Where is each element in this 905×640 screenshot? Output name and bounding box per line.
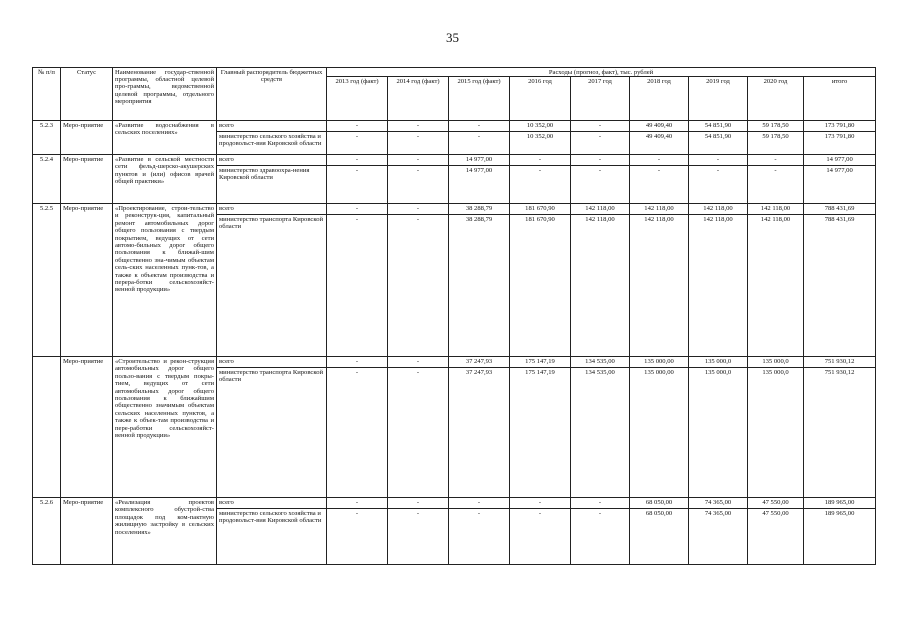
row-value: 142 118,00 bbox=[630, 215, 689, 357]
row-value: 134 535,00 bbox=[571, 357, 630, 368]
row-value: - bbox=[748, 155, 804, 166]
row-value: - bbox=[630, 166, 689, 204]
row-executor: всего bbox=[217, 498, 327, 509]
row-value: 68 050,00 bbox=[630, 498, 689, 509]
row-value: - bbox=[449, 498, 510, 509]
row-value: 54 851,90 bbox=[689, 132, 748, 155]
row-value: 14 977,00 bbox=[449, 166, 510, 204]
row-value: - bbox=[510, 155, 571, 166]
row-value: - bbox=[327, 121, 388, 132]
row-executor: министерство здравоохра-нения Кировской области bbox=[217, 166, 327, 204]
row-value: - bbox=[327, 498, 388, 509]
row-value: 135 000,0 bbox=[748, 368, 804, 498]
budget-table bbox=[32, 67, 876, 565]
row-value: 142 118,00 bbox=[748, 215, 804, 357]
row-value: - bbox=[449, 121, 510, 132]
header-executor: Главный распорядитель бюджетных средств bbox=[217, 68, 327, 121]
row-name: «Развитие в сельской местности сети фельд-шерско-акушерских пунктов и (или) офисов врачей общей практики» bbox=[113, 155, 217, 204]
row-value: - bbox=[689, 166, 748, 204]
row-value: - bbox=[388, 498, 449, 509]
row-value: 54 851,90 bbox=[689, 121, 748, 132]
row-value: 142 118,00 bbox=[689, 204, 748, 215]
row-value: - bbox=[748, 166, 804, 204]
row-status: Меро-приятие bbox=[61, 204, 113, 357]
row-value: - bbox=[571, 155, 630, 166]
header-status: Статус bbox=[61, 68, 113, 121]
row-value: 47 550,00 bbox=[748, 498, 804, 509]
row-value: 134 535,00 bbox=[571, 368, 630, 498]
table-row bbox=[33, 121, 876, 132]
row-value: - bbox=[388, 368, 449, 498]
row-value: 10 352,00 bbox=[510, 121, 571, 132]
row-value: 49 409,40 bbox=[630, 121, 689, 132]
row-value: 181 670,90 bbox=[510, 215, 571, 357]
row-value: 175 147,19 bbox=[510, 357, 571, 368]
row-value: 788 431,69 bbox=[804, 204, 876, 215]
row-num: 5.2.4 bbox=[33, 155, 61, 204]
row-value: 142 118,00 bbox=[571, 215, 630, 357]
row-value: - bbox=[689, 155, 748, 166]
row-value: - bbox=[571, 121, 630, 132]
row-value: 181 670,90 bbox=[510, 204, 571, 215]
row-status: Меро-приятие bbox=[61, 357, 113, 498]
row-value: - bbox=[630, 155, 689, 166]
row-value: 14 977,00 bbox=[804, 166, 876, 204]
row-executor: всего bbox=[217, 357, 327, 368]
row-value: 14 977,00 bbox=[449, 155, 510, 166]
row-value: 14 977,00 bbox=[804, 155, 876, 166]
row-name: «Реализация проектов комплексного обустрой-ства площадок под ком-пактную жилищную застройку в сельских поселениях» bbox=[113, 498, 217, 565]
row-value: 135 000,0 bbox=[689, 368, 748, 498]
row-value: 142 118,00 bbox=[689, 215, 748, 357]
row-value: - bbox=[327, 204, 388, 215]
row-value: - bbox=[327, 215, 388, 357]
row-value: 47 550,00 bbox=[748, 509, 804, 565]
row-value: - bbox=[327, 132, 388, 155]
row-value: 142 118,00 bbox=[571, 204, 630, 215]
row-num bbox=[33, 357, 61, 498]
table-row bbox=[33, 204, 876, 215]
row-value: 10 352,00 bbox=[510, 132, 571, 155]
row-value: 175 147,19 bbox=[510, 368, 571, 498]
header-year: 2017 год bbox=[571, 77, 630, 121]
row-value: 189 965,00 bbox=[804, 498, 876, 509]
row-value: - bbox=[388, 509, 449, 565]
row-value: 135 000,00 bbox=[630, 357, 689, 368]
row-value: - bbox=[388, 121, 449, 132]
row-value: - bbox=[327, 155, 388, 166]
header-year: 2020 год bbox=[748, 77, 804, 121]
table-row bbox=[33, 498, 876, 509]
header-year: 2013 год (факт) bbox=[327, 77, 388, 121]
row-value: - bbox=[571, 498, 630, 509]
row-num: 5.2.3 bbox=[33, 121, 61, 155]
header-year: 2018 год bbox=[630, 77, 689, 121]
row-value: 135 000,0 bbox=[689, 357, 748, 368]
row-value: - bbox=[388, 357, 449, 368]
row-value: - bbox=[327, 357, 388, 368]
row-executor: министерство транспорта Кировской области bbox=[217, 215, 327, 357]
header-expenses: Расходы (прогноз, факт), тыс. рублей bbox=[327, 68, 876, 77]
row-value: - bbox=[571, 509, 630, 565]
row-value: 49 409,40 bbox=[630, 132, 689, 155]
header-year: 2015 год (факт) bbox=[449, 77, 510, 121]
row-status: Меро-приятие bbox=[61, 498, 113, 565]
row-value: - bbox=[388, 215, 449, 357]
row-num: 5.2.6 bbox=[33, 498, 61, 565]
header-year: итого bbox=[804, 77, 876, 121]
row-executor: министерство сельского хозяйства и продовольст-вия Кировской области bbox=[217, 509, 327, 565]
header-year: 2019 год bbox=[689, 77, 748, 121]
row-value: - bbox=[388, 166, 449, 204]
row-value: 135 000,00 bbox=[630, 368, 689, 498]
row-value: - bbox=[510, 498, 571, 509]
row-value: 68 050,00 bbox=[630, 509, 689, 565]
row-status: Меро-приятие bbox=[61, 121, 113, 155]
row-value: 173 791,80 bbox=[804, 121, 876, 132]
row-value: 38 288,79 bbox=[449, 204, 510, 215]
row-value: 189 965,00 bbox=[804, 509, 876, 565]
table-row bbox=[33, 155, 876, 166]
row-value: - bbox=[449, 509, 510, 565]
row-value: - bbox=[388, 204, 449, 215]
row-value: - bbox=[388, 155, 449, 166]
header-year: 2014 год (факт) bbox=[388, 77, 449, 121]
row-value: 135 000,0 bbox=[748, 357, 804, 368]
row-value: - bbox=[571, 166, 630, 204]
row-value: - bbox=[327, 166, 388, 204]
row-executor: всего bbox=[217, 204, 327, 215]
row-executor: министерство сельского хозяйства и продовольст-вия Кировской области bbox=[217, 132, 327, 155]
row-executor: министерство транспорта Кировской области bbox=[217, 368, 327, 498]
header-name: Наименование государ-ственной программы, областной целевой про-граммы, ведомственной целевой программы, отдельного мероприятия bbox=[113, 68, 217, 121]
row-value: - bbox=[571, 132, 630, 155]
row-name: «Проектирование, строи-тельство и реконструк-ция, капитальный ремонт автомобильных дорог общего пользования с твердым покрытием, ведущих от сети автомо-бильных дорог общего пользования к ближай-шим общественно зна-чимым объектам сель-ских населенных пунк-тов, а также к объектам производства и перера-ботки сельскохозяйст-венной продукции» bbox=[113, 204, 217, 357]
row-value: - bbox=[327, 368, 388, 498]
row-executor: всего bbox=[217, 155, 327, 166]
row-value: 751 930,12 bbox=[804, 357, 876, 368]
row-value: 37 247,93 bbox=[449, 357, 510, 368]
page-number: 35 bbox=[446, 30, 459, 45]
row-value: 59 178,50 bbox=[748, 132, 804, 155]
row-value: 788 431,69 bbox=[804, 215, 876, 357]
row-value: - bbox=[388, 132, 449, 155]
row-status: Меро-приятие bbox=[61, 155, 113, 204]
row-value: 74 365,00 bbox=[689, 498, 748, 509]
header-year: 2016 год bbox=[510, 77, 571, 121]
row-value: - bbox=[510, 166, 571, 204]
row-value: - bbox=[449, 132, 510, 155]
row-value: 37 247,93 bbox=[449, 368, 510, 498]
row-value: 74 365,00 bbox=[689, 509, 748, 565]
header-num: № п/п bbox=[33, 68, 61, 121]
row-value: 142 118,00 bbox=[748, 204, 804, 215]
row-name: «Развитие водоснабжения в сельских поселениях» bbox=[113, 121, 217, 155]
row-value: 751 930,12 bbox=[804, 368, 876, 498]
row-num: 5.2.5 bbox=[33, 204, 61, 357]
row-value: - bbox=[510, 509, 571, 565]
row-value: 173 791,80 bbox=[804, 132, 876, 155]
row-value: 59 178,50 bbox=[748, 121, 804, 132]
row-name: «Строительство и рекон-струкция автомобильных дорог общего пользо-вания с твердым покры-тием, ведущих от сети автомобильных дорог общего пользования к ближайшим общественно значимым объектам сельских населенных пунктов, а также к объек-там производства и пере-работки сельскохозяйст-венной продукции» bbox=[113, 357, 217, 498]
row-executor: всего bbox=[217, 121, 327, 132]
row-value: 38 288,79 bbox=[449, 215, 510, 357]
row-value: - bbox=[327, 509, 388, 565]
table-row bbox=[33, 357, 876, 368]
row-value: 142 118,00 bbox=[630, 204, 689, 215]
